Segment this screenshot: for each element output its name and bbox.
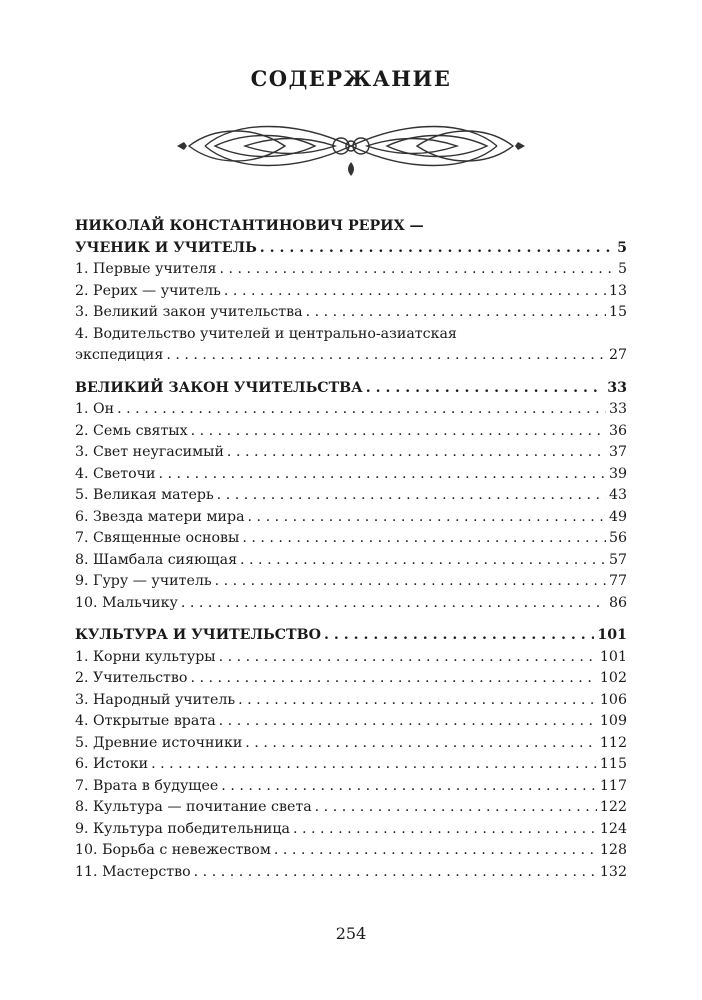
dot-leader — [219, 647, 597, 669]
page-ref: 5 — [617, 239, 627, 256]
section-heading-text: НИКОЛАЙ КОНСТАНТИНОВИЧ РЕРИХ — — [75, 218, 424, 234]
dot-leader — [181, 593, 606, 615]
toc-entry[interactable] — [75, 776, 627, 798]
entry-label: 3. Великий закон учительства — [75, 304, 303, 320]
toc-entry[interactable] — [75, 485, 627, 507]
page-ref: 13 — [608, 282, 627, 299]
page-ref: 112 — [599, 734, 627, 751]
dot-leader — [306, 302, 606, 324]
page-ref: 128 — [599, 842, 627, 858]
toc-entry[interactable] — [75, 819, 627, 841]
entry-label: 5. Великая матерь — [75, 487, 214, 503]
dot-leader — [227, 442, 606, 464]
toc-entry[interactable] — [75, 442, 627, 464]
entry-label: 1. Он — [75, 401, 115, 417]
toc-entry[interactable] — [75, 711, 627, 733]
page-title: СОДЕРЖАНИЕ — [250, 66, 452, 91]
toc-entry[interactable] — [75, 507, 627, 529]
dot-leader — [260, 238, 614, 260]
toc-section — [75, 216, 627, 367]
entry-label: 9. Культура победительница — [75, 820, 290, 837]
toc-entry[interactable] — [75, 647, 627, 669]
ornament-divider-icon — [175, 118, 527, 180]
dot-leader — [274, 840, 597, 862]
section-heading-text: КУЛЬТУРА И УЧИТЕЛЬСТВО — [75, 627, 321, 643]
dot-leader — [248, 507, 606, 529]
entry-label: 1. Первые учителя — [75, 261, 217, 277]
page-ref: 39 — [608, 465, 627, 482]
toc-entry[interactable] — [75, 421, 627, 443]
entry-label: 3. Свет неугасимый — [75, 444, 224, 460]
page-ref: 86 — [608, 594, 627, 611]
entry-label: 5. Древние источники — [75, 734, 243, 751]
page-ref: 117 — [599, 777, 627, 794]
toc-entry[interactable] — [75, 281, 627, 303]
toc-entry[interactable] — [75, 754, 627, 776]
dot-leader — [159, 464, 606, 486]
dot-leader — [242, 528, 606, 550]
page-ref: 36 — [608, 422, 627, 439]
entry-label: 8. Шамбала сияющая — [75, 551, 238, 568]
entry-label: 6. Истоки — [75, 756, 149, 772]
dot-leader — [194, 862, 597, 884]
page-ref: 33 — [607, 379, 627, 396]
dot-leader — [324, 625, 594, 647]
toc-entry[interactable] — [75, 840, 627, 862]
page-ref: 43 — [608, 487, 627, 503]
page-ref: 101 — [599, 648, 627, 665]
page-ref: 124 — [599, 820, 627, 837]
toc-entry[interactable] — [75, 593, 627, 615]
toc-entry[interactable] — [75, 550, 627, 572]
toc-entry[interactable] — [75, 345, 627, 367]
page-ref: 132 — [599, 863, 627, 880]
section-heading[interactable] — [75, 378, 627, 400]
dot-leader — [240, 550, 606, 572]
toc-entry[interactable] — [75, 571, 627, 593]
dot-leader — [117, 399, 606, 421]
entry-label: 2. Учительство — [75, 670, 188, 686]
entry-label: 10. Мальчику — [75, 594, 178, 611]
toc-entry[interactable] — [75, 259, 627, 281]
section-heading-text: ВЕЛИКИЙ ЗАКОН УЧИТЕЛЬСТВА — [75, 379, 363, 396]
toc-entry-line[interactable] — [75, 324, 627, 346]
section-heading[interactable] — [75, 625, 627, 647]
dot-leader — [151, 754, 597, 776]
toc-entry[interactable] — [75, 399, 627, 421]
page-ref: 57 — [608, 551, 627, 568]
dot-leader — [224, 281, 606, 303]
page-number: 254 — [335, 924, 367, 943]
page-ref: 102 — [599, 670, 627, 686]
dot-leader — [366, 378, 605, 400]
dot-leader — [293, 819, 597, 841]
entry-label: 7. Врата в будущее — [75, 777, 219, 794]
section-heading-text: УЧЕНИК И УЧИТЕЛЬ — [75, 239, 257, 256]
entry-label: экспедиция — [75, 347, 164, 363]
toc-section — [75, 625, 627, 883]
dot-leader — [219, 259, 614, 281]
section-heading-line — [75, 216, 627, 238]
toc-entry[interactable] — [75, 862, 627, 884]
entry-label: 4. Водительство учителей и центрально-азиатская — [75, 325, 457, 342]
toc-entry[interactable] — [75, 733, 627, 755]
page-ref: 122 — [599, 799, 627, 815]
entry-label: 9. Гуру — учитель — [75, 573, 212, 589]
entry-label: 6. Звезда матери мира — [75, 508, 245, 525]
page-ref: 33 — [608, 401, 627, 417]
toc-section — [75, 378, 627, 615]
toc-entry[interactable] — [75, 528, 627, 550]
dot-leader — [166, 345, 606, 367]
entry-label: 8. Культура — почитание света — [75, 799, 312, 815]
dot-leader — [315, 797, 597, 819]
dot-leader — [221, 776, 597, 798]
dot-leader — [191, 421, 606, 443]
entry-label: 11. Мастерство — [75, 863, 191, 880]
dot-leader — [190, 668, 596, 690]
page-ref: 5 — [617, 261, 627, 277]
entry-label: 10. Борьба с невежеством — [75, 842, 271, 858]
entry-label: 2. Семь святых — [75, 422, 188, 439]
toc-entry[interactable] — [75, 690, 627, 712]
toc-entry[interactable] — [75, 797, 627, 819]
page-ref: 115 — [599, 756, 627, 772]
entry-label: 3. Народный учитель — [75, 691, 236, 708]
page-ref: 77 — [608, 573, 627, 589]
dot-leader — [215, 571, 606, 593]
section-heading[interactable] — [75, 238, 627, 260]
toc-entry[interactable] — [75, 464, 627, 486]
entry-label: 4. Открытые врата — [75, 713, 216, 729]
page-ref: 109 — [599, 713, 627, 729]
page-ref: 27 — [608, 347, 627, 363]
page-ref: 49 — [608, 508, 627, 525]
entry-label: 2. Рерих — учитель — [75, 282, 221, 299]
page-ref: 106 — [599, 691, 627, 708]
toc-entry[interactable] — [75, 302, 627, 324]
dot-leader — [217, 485, 606, 507]
page-ref: 37 — [608, 444, 627, 460]
table-of-contents — [75, 216, 627, 894]
entry-label: 4. Светочи — [75, 465, 156, 482]
page-ref: 15 — [608, 304, 627, 320]
dot-leader — [238, 690, 597, 712]
entry-label: 7. Священные основы — [75, 530, 240, 546]
page-ref: 56 — [608, 530, 627, 546]
entry-label: 1. Корни культуры — [75, 648, 216, 665]
page-ref: 101 — [597, 627, 627, 643]
toc-entry[interactable] — [75, 668, 627, 690]
dot-leader — [219, 711, 597, 733]
dot-leader — [245, 733, 597, 755]
